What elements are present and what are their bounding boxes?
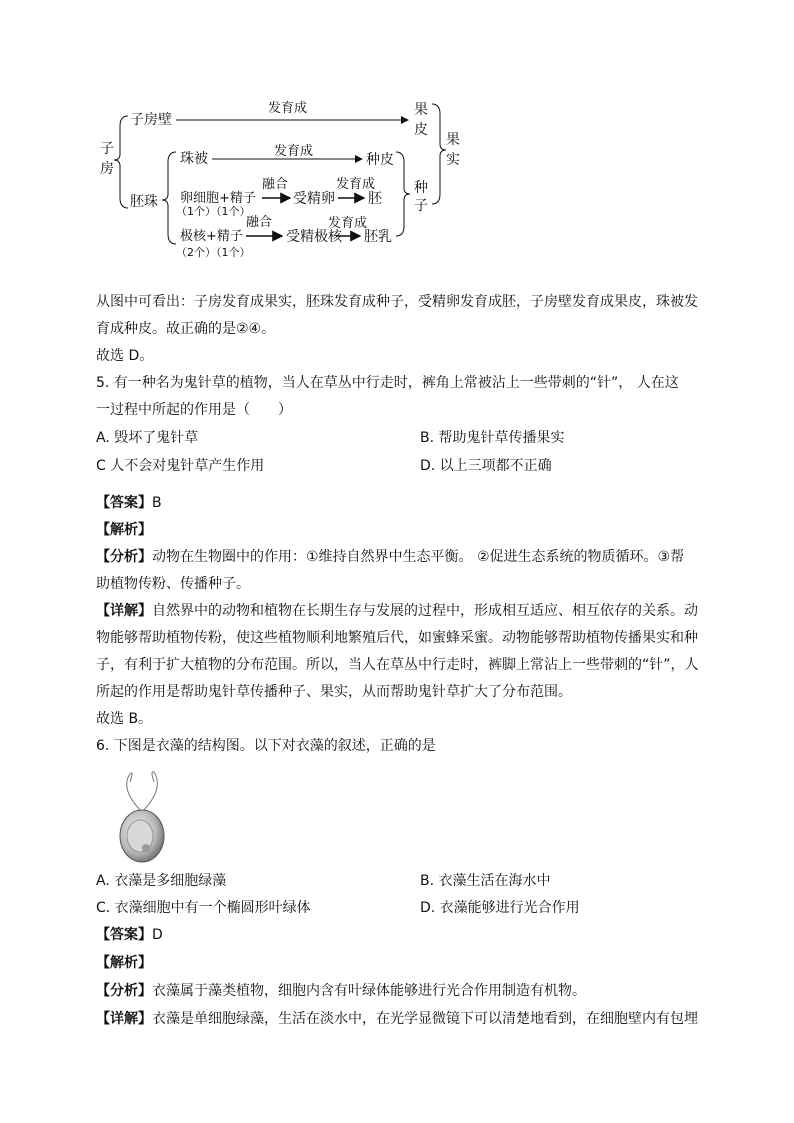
integument-label: 珠被 xyxy=(180,151,208,167)
seed-label-1: 种 xyxy=(414,180,428,196)
xiangjie-tag: 【详解】 xyxy=(96,603,152,619)
xiangjie-tag: 【详解】 xyxy=(96,1011,152,1027)
ovary-brace xyxy=(114,116,128,208)
ovule-brace xyxy=(162,152,176,244)
fruit-label-2: 实 xyxy=(446,152,460,168)
q6-xiangjie xyxy=(96,1009,698,1029)
analysis-tag: 【解析】 xyxy=(96,955,152,971)
answer-value: B xyxy=(152,495,162,511)
develops-label-3: 发育成 xyxy=(336,177,376,192)
egg-sperm-label: 卵细胞+精子 xyxy=(180,191,256,206)
xiangjie-text: 衣藻是单细胞绿藻，生活在淡水中，在光学显微镜下可以清楚地看到，在细胞壁内有包埋 xyxy=(152,1011,698,1027)
q5-option-b: B. 帮助鬼针草传播果实 xyxy=(420,430,565,446)
pericarp-label-1: 果 xyxy=(414,102,428,118)
q5-option-d: D. 以上三项都不正确 xyxy=(420,458,552,474)
q5-stem-line-1: 5. 有一种名为鬼针草的植物，当人在草丛中行走时，裤角上常被沾上一些带刺的“针”， 人在这 xyxy=(96,375,679,391)
q5-fenxi-line-2: 助植物传粉、传播种子。 xyxy=(96,576,250,592)
ovule-label: 胚珠 xyxy=(130,194,158,210)
develops-label-2: 发育成 xyxy=(274,144,314,159)
fenxi-tag: 【分析】 xyxy=(96,549,152,565)
q5-analysis-tag xyxy=(96,520,152,540)
fuse-label-2: 融合 xyxy=(246,215,273,230)
zygote-label: 受精卵 xyxy=(293,191,335,207)
q5-xiangjie-line-1 xyxy=(96,601,698,621)
q6-option-d: D. 衣藻能够进行光合作用 xyxy=(420,900,580,916)
choose-d-line: 故选 D。 xyxy=(96,348,154,364)
q5-choose-line: 故选 B。 xyxy=(96,711,153,727)
q5-xiangjie-line-2: 物能够帮助植物传粉，使这些植物顺利地繁殖后代，如蜜蜂采蜜。动物能够帮助植物传播果实和种 xyxy=(96,630,698,646)
q6-option-b: B. 衣藻生活在海水中 xyxy=(420,873,551,889)
fruit-development-diagram xyxy=(96,96,460,266)
q6-analysis-tag xyxy=(96,953,152,973)
answer-tag: 【答案】 xyxy=(96,927,152,943)
fenxi-tag: 【分析】 xyxy=(96,983,152,999)
chlamydomonas-image xyxy=(100,770,184,864)
pericarp-label-2: 皮 xyxy=(414,122,428,138)
polar-count-label: （2个）（1个） xyxy=(176,246,251,259)
fuse-label-1: 融合 xyxy=(262,177,289,192)
fenxi-text: 衣藻属于藻类植物，细胞内含有叶绿体能够进行光合作用制造有机物。 xyxy=(152,983,586,999)
answer-value: D xyxy=(152,927,163,943)
seed-label-2: 子 xyxy=(414,198,428,214)
q6-option-c: C. 衣藻细胞中有一个椭圆形叶绿体 xyxy=(96,900,311,916)
q6-option-a: A. 衣藻是多细胞绿藻 xyxy=(96,873,227,889)
q5-stem-line-2: 一过程中所起的作用是（ ） xyxy=(96,402,292,418)
ovary-wall-label: 子房壁 xyxy=(130,112,172,128)
q5-option-c: C 人不会对鬼针草产生作用 xyxy=(96,458,265,474)
ovary-label-1: 子 xyxy=(100,141,114,157)
conclusion-line-1: 从图中可看出：子房发育成果实，胚珠发育成种子，受精卵发育成胚，子房壁发育成果皮，珠被发 xyxy=(96,294,698,310)
conclusion-line-2: 育成种皮。故正确的是②④。 xyxy=(96,321,276,337)
develops-label-1: 发育成 xyxy=(268,101,308,116)
fertilized-polar-label: 受精极核 xyxy=(286,229,342,245)
q6-fenxi xyxy=(96,981,586,1001)
q5-answer xyxy=(96,493,162,513)
q5-option-a: A. 毁坏了鬼针草 xyxy=(96,430,199,446)
xiangjie-text: 自然界中的动物和植物在长期生存与发展的过程中，形成相互适应、相互依存的关系。动 xyxy=(152,603,698,619)
seed-coat-label: 种皮 xyxy=(366,152,394,168)
endosperm-label: 胚乳 xyxy=(364,229,392,245)
answer-tag: 【答案】 xyxy=(96,495,152,511)
q6-stem: 6. 下图是衣藻的结构图。以下对衣藻的叙述，正确的是 xyxy=(96,738,436,754)
analysis-tag: 【解析】 xyxy=(96,522,152,538)
q5-xiangjie-line-4: 所起的作用是帮助鬼针草传播种子、果实，从而帮助鬼针草扩大了分布范围。 xyxy=(96,684,572,700)
egg-count-label: （1个）（1个） xyxy=(176,205,251,218)
polar-sperm-label: 极核+精子 xyxy=(180,229,243,244)
q5-fenxi-line-1 xyxy=(96,547,684,567)
embryo-label: 胚 xyxy=(368,191,382,207)
ovary-label-2: 房 xyxy=(100,161,114,177)
q6-answer xyxy=(96,925,163,945)
seed-brace xyxy=(396,152,410,236)
fenxi-text: 动物在生物圈中的作用：①维持自然界中生态平衡。 ②促进生态系统的物质循环。③帮 xyxy=(152,549,685,565)
fruit-brace xyxy=(432,104,446,204)
q5-xiangjie-line-3: 子，有利于扩大植物的分布范围。所以，当人在草丛中行走时，裤脚上常沾上一些带刺的“针”，人 xyxy=(96,657,699,673)
develops-label-4: 发育成 xyxy=(328,216,368,231)
fruit-label-1: 果 xyxy=(446,132,460,148)
